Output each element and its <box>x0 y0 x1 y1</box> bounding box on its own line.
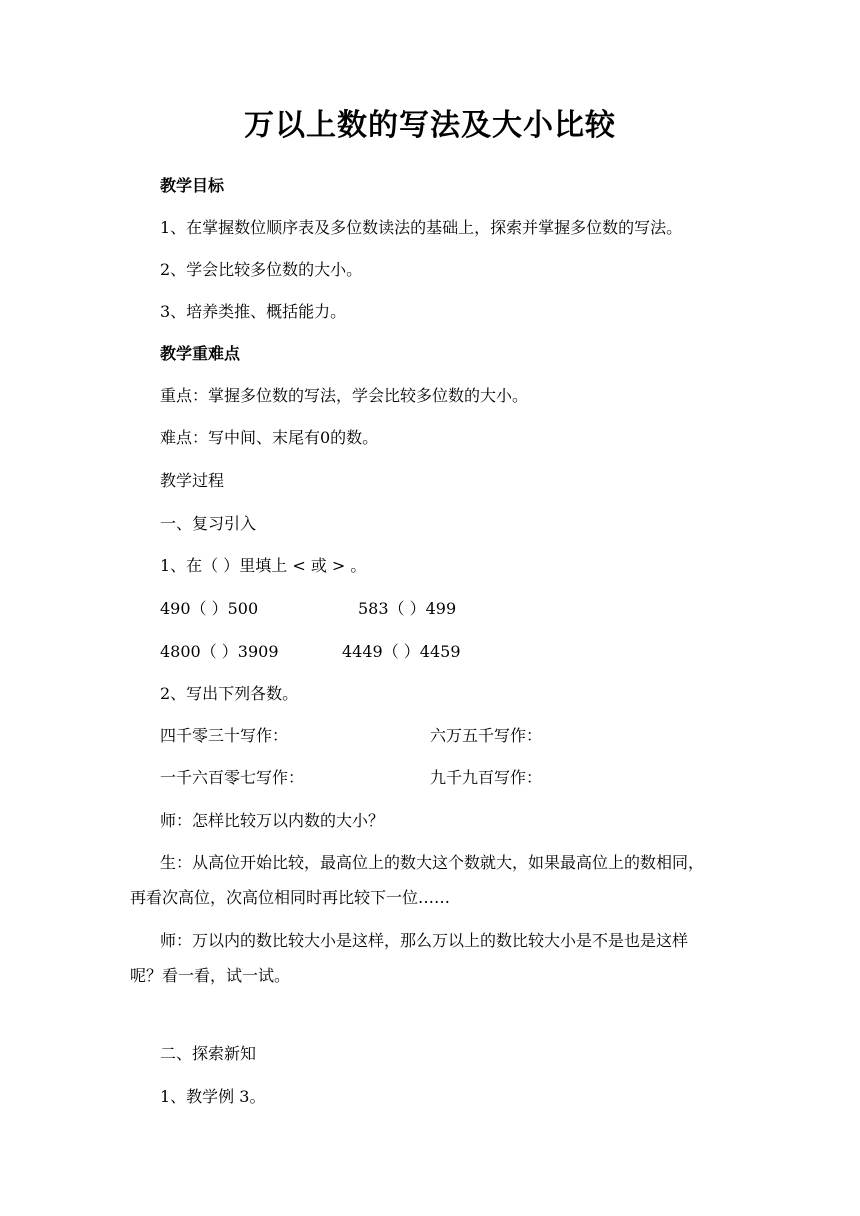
objective-item-1: 1、在掌握数位顺序表及多位数读法的基础上，探索并掌握多位数的写法。 <box>160 218 683 237</box>
write-item: 六万五千写作： <box>430 726 543 745</box>
student-answer-line-2: 再看次高位，次高位相同时再比较下一位…… <box>130 888 451 907</box>
compare-item: 4800（ ）3909 <box>160 642 279 661</box>
difficulty-point: 难点：写中间、末尾有0的数。 <box>160 428 379 447</box>
student-answer-line-1: 生：从高位开始比较，最高位上的数大这个数就大，如果最高位上的数相同， <box>160 853 705 872</box>
teacher-remark-line-2: 呢？看一看，试一试。 <box>130 966 291 985</box>
document-title: 万以上数的写法及大小比较 <box>244 108 616 143</box>
teacher-question: 师：怎样比较万以内数的大小？ <box>160 811 385 830</box>
write-item: 四千零三十写作： <box>160 726 289 745</box>
teacher-remark-line-1: 师：万以内的数比较大小是这样，那么万以上的数比较大小是不是也是这样 <box>160 931 689 950</box>
objectives-heading: 教学目标 <box>160 176 225 195</box>
key-points-heading: 教学重难点 <box>160 344 241 363</box>
compare-item: 490（ ）500 <box>160 599 259 618</box>
key-point: 重点：掌握多位数的写法，学会比较多位数的大小。 <box>160 386 529 405</box>
compare-item: 583（ ）499 <box>358 599 457 618</box>
question-2: 2、写出下列各数。 <box>160 684 299 703</box>
write-item: 九千九百写作： <box>430 768 543 787</box>
part2-heading: 二、探索新知 <box>160 1044 257 1063</box>
part2-item-1: 1、教学例 3。 <box>160 1087 266 1106</box>
question-1: 1、在（ ）里填上 < 或 > 。 <box>160 556 367 575</box>
objective-item-2: 2、学会比较多位数的大小。 <box>160 260 363 279</box>
objective-item-3: 3、培养类推、概括能力。 <box>160 302 347 321</box>
part1-heading: 一、复习引入 <box>160 514 257 533</box>
compare-item: 4449（ ）4459 <box>342 642 461 661</box>
write-item: 一千六百零七写作： <box>160 768 305 787</box>
process-heading: 教学过程 <box>160 471 225 490</box>
